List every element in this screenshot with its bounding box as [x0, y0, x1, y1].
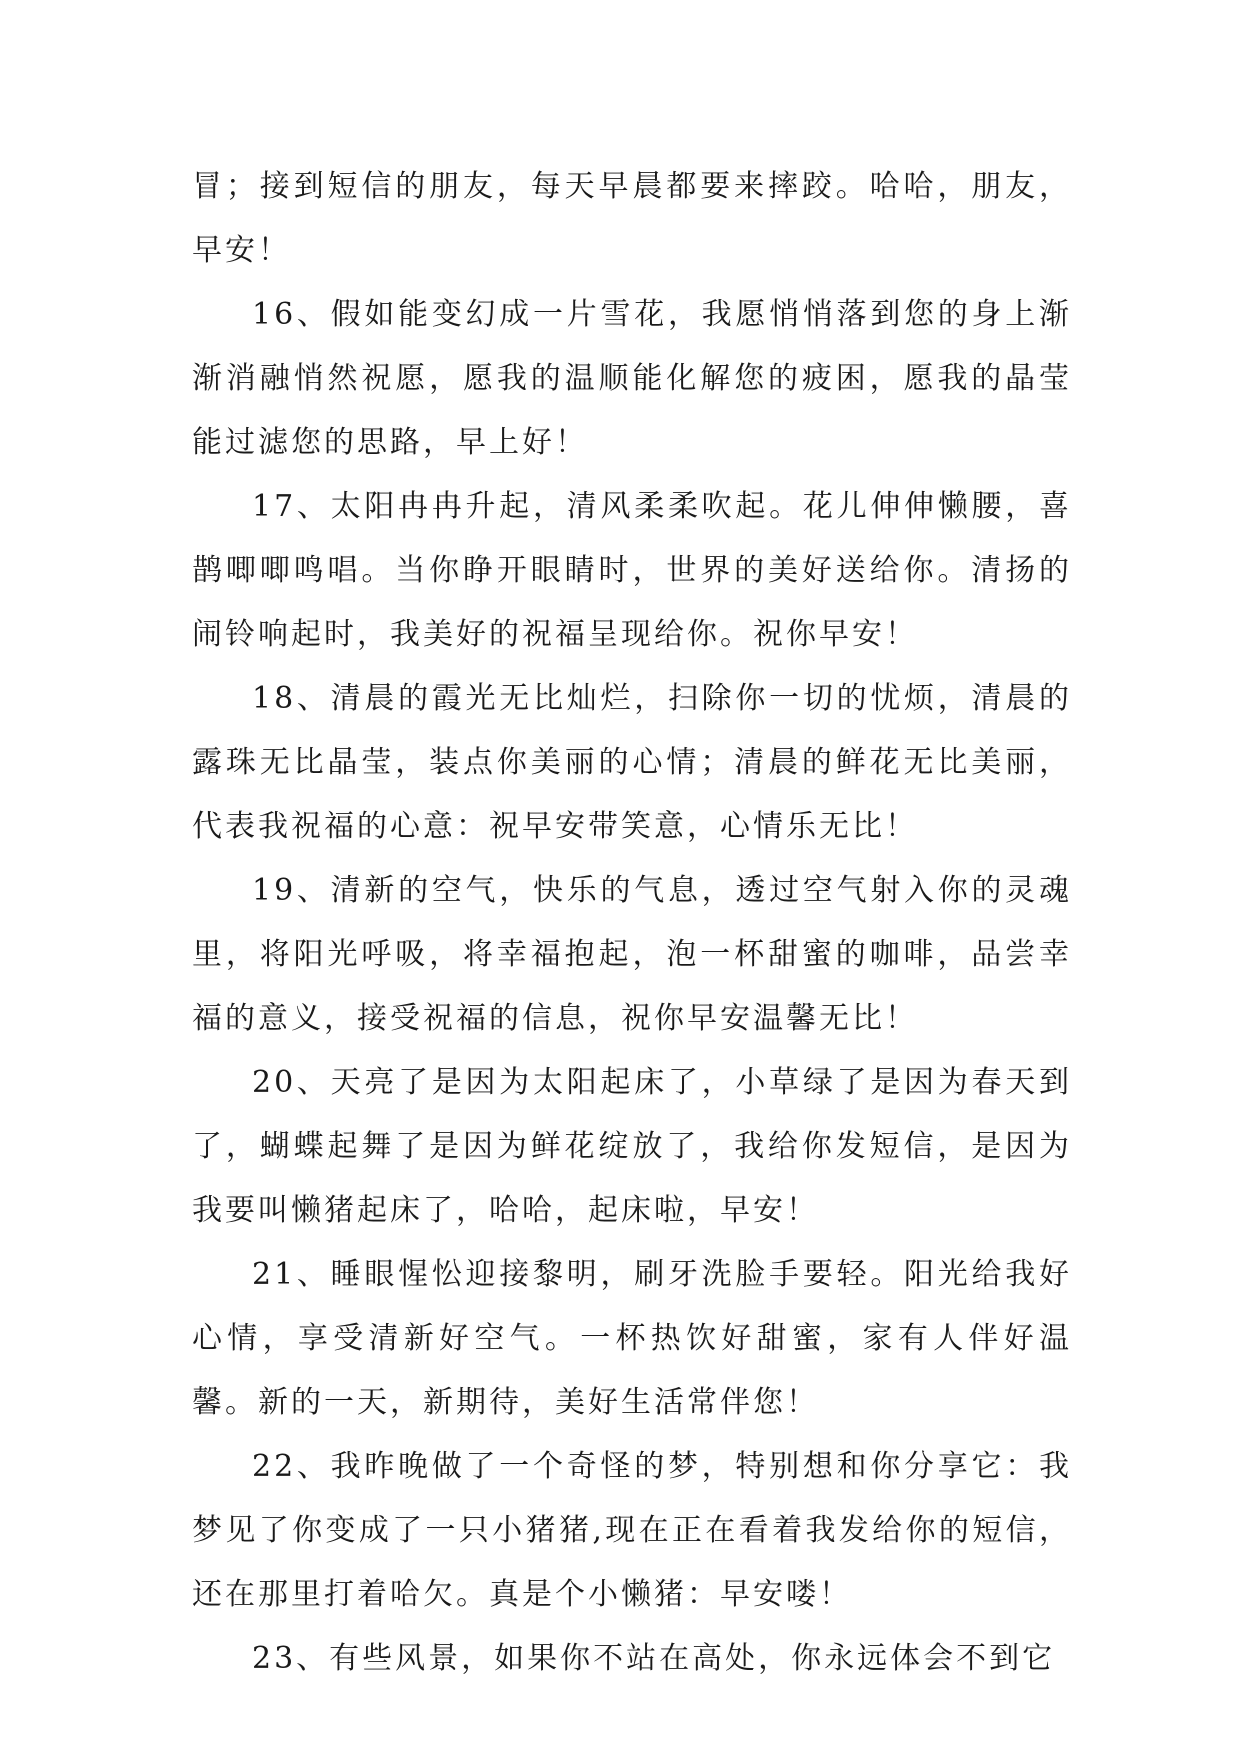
paragraph-17: 17、太阳冉冉升起，清风柔柔吹起。花儿伸伸懒腰，喜鹊唧唧鸣唱。当你睁开眼睛时，世界的美好送给你。清扬的闹铃响起时，我美好的祝福呈现给你。祝你早安！ — [192, 489, 1072, 652]
paragraph-18: 18、清晨的霞光无比灿烂，扫除你一切的忧烦，清晨的露珠无比晶莹，装点你美丽的心情；清晨的鲜花无比美丽，代表我祝福的心意：祝早安带笑意，心情乐无比！ — [192, 681, 1072, 844]
document-body — [192, 155, 1072, 1691]
paragraph-continuation: 冒；接到短信的朋友，每天早晨都要来摔跤。哈哈，朋友，早安！ — [192, 169, 1072, 268]
paragraph-20: 20、天亮了是因为太阳起床了，小草绿了是因为春天到了，蝴蝶起舞了是因为鲜花绽放了，我给你发短信，是因为我要叫懒猪起床了，哈哈，起床啦，早安！ — [192, 1065, 1072, 1228]
paragraph-21: 21、睡眼惺忪迎接黎明，刷牙洗脸手要轻。阳光给我好心情，享受清新好空气。一杯热饮好甜蜜，家有人伴好温馨。新的一天，新期待，美好生活常伴您！ — [192, 1257, 1072, 1420]
paragraph-16: 16、假如能变幻成一片雪花，我愿悄悄落到您的身上渐渐消融悄然祝愿，愿我的温顺能化解您的疲困，愿我的晶莹能过滤您的思路，早上好！ — [192, 297, 1072, 460]
paragraph-23: 23、有些风景，如果你不站在高处，你永远体会不到它 — [252, 1641, 1056, 1676]
paragraph-22: 22、我昨晚做了一个奇怪的梦，特别想和你分享它：我梦见了你变成了一只小猪猪,现在正在看着我发给你的短信，还在那里打着哈欠。真是个小懒猪：早安喽！ — [192, 1449, 1072, 1612]
paragraph-19: 19、清新的空气，快乐的气息，透过空气射入你的灵魂里，将阳光呼吸，将幸福抱起，泡一杯甜蜜的咖啡，品尝幸福的意义，接受祝福的信息，祝你早安温馨无比！ — [192, 873, 1072, 1036]
